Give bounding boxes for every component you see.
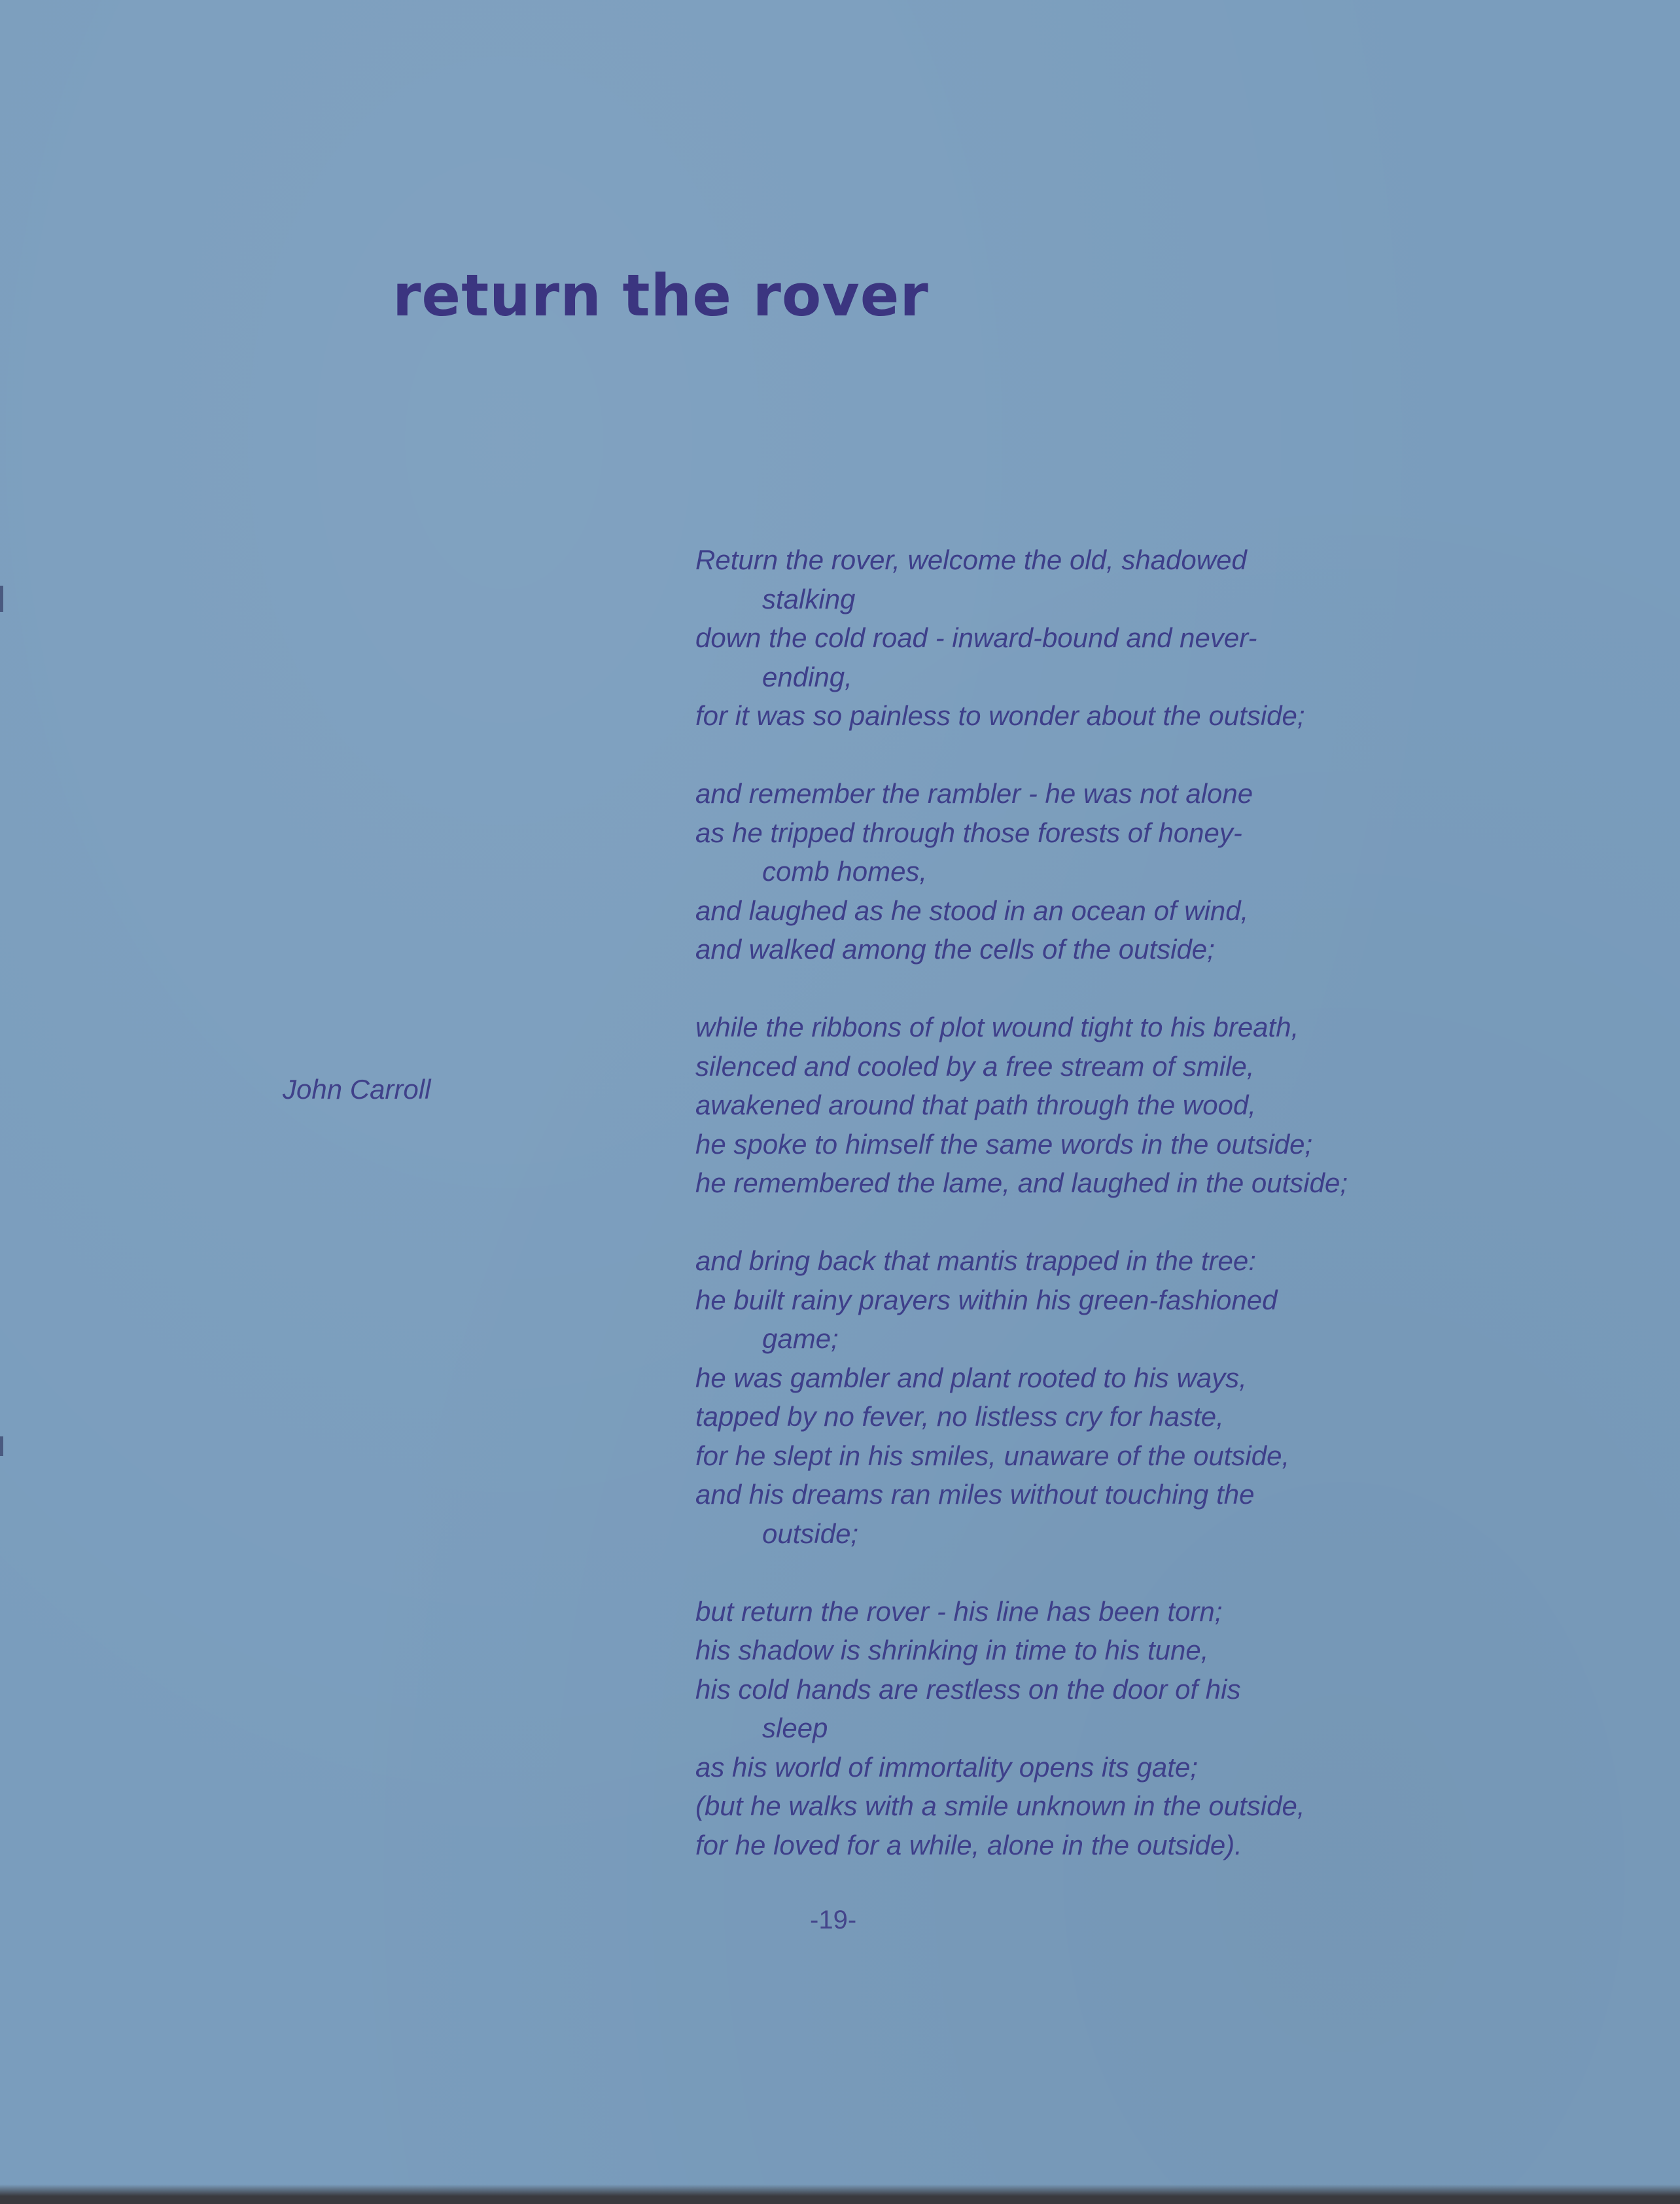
poem-line: for it was so painless to wonder about the outside; [695,700,1305,731]
poem-line: for he loved for a while, alone in the outside). [695,1829,1242,1860]
stanza-break [695,969,1480,1008]
author-name: John Carroll [283,1074,431,1105]
poem-line: as his world of immortality opens its gate; [695,1751,1198,1783]
poem-body [695,541,1480,1864]
stanza-break [695,1553,1480,1592]
poem-line: and bring back that mantis trapped in the tree: [695,1245,1256,1276]
poem-line: he was gambler and plant rooted to his ways, [695,1362,1247,1393]
poem-line: and walked among the cells of the outside; [695,934,1215,965]
poem-line: tapped by no fever, no listless cry for haste, [695,1401,1224,1432]
poem-line: his shadow is shrinking in time to his tune, [695,1635,1209,1665]
left-edge-mark [0,586,3,612]
page-number: -19- [810,1906,857,1934]
poem-line: he built rainy prayers within his green-fashioned [695,1284,1278,1315]
poem-line-continuation: ending, [762,661,852,692]
poem-title: return the rover [393,262,929,329]
poem-line: and remember the rambler - he was not alone [695,778,1253,809]
poem-line: down the cold road - inward-bound and never- [695,622,1257,653]
poem-line: his cold hands are restless on the door of his [695,1673,1241,1705]
poem-line: Return the rover, welcome the old, shadowed [695,544,1247,575]
poem-line: (but he walks with a smile unknown in the outside, [695,1790,1305,1821]
poem-line: and laughed as he stood in an ocean of wind, [695,895,1249,926]
poem-line: for he slept in his smiles, unaware of the outside, [695,1440,1290,1471]
poem-line-continuation: game; [762,1323,839,1354]
poem-line-continuation: outside; [762,1518,859,1549]
poem-line: he spoke to himself the same words in the outside; [695,1128,1313,1160]
poem-line: as he tripped through those forests of honey- [695,817,1242,848]
poem-line: but return the rover - his line has been torn; [695,1595,1223,1627]
scan-bottom-edge [0,2184,1680,2204]
poem-line-continuation: comb homes, [762,856,928,887]
poem-line: while the ribbons of plot wound tight to his breath, [695,1012,1299,1042]
stanza-break [695,736,1480,775]
left-edge-mark [0,1436,3,1456]
poem-line: he remembered the lame, and laughed in the outside; [695,1167,1348,1198]
poem-line-continuation: sleep [762,1713,828,1743]
poem-line: and his dreams ran miles without touching the [695,1479,1255,1510]
stanza-break [695,1203,1480,1242]
poem-line-continuation: stalking [762,583,856,614]
poem-line: silenced and cooled by a free stream of smile, [695,1050,1255,1082]
poem-line: awakened around that path through the wood, [695,1090,1256,1120]
